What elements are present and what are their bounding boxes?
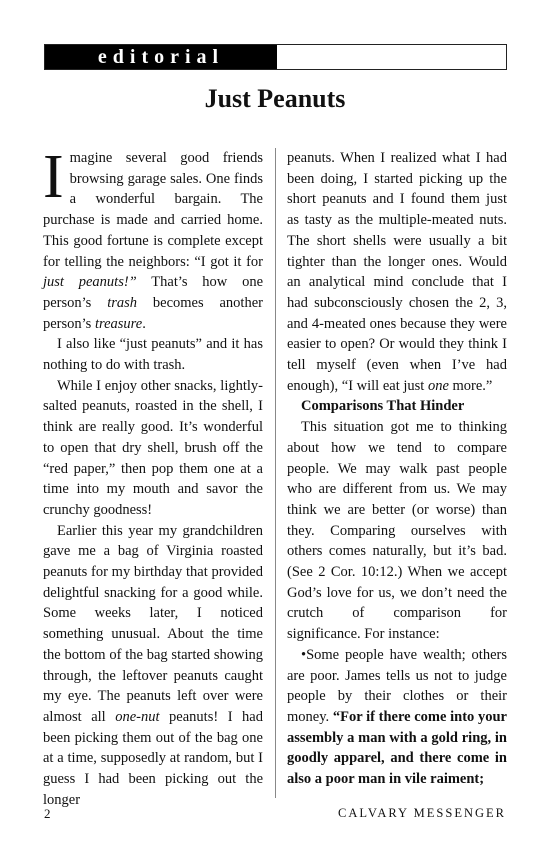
paragraph	[43, 143, 264, 334]
italic-run: one-nut	[115, 708, 160, 725]
paragraph	[43, 521, 263, 811]
text-run: .	[142, 315, 146, 332]
italic-run: treasure	[94, 315, 143, 332]
paragraph: I also like “just peanuts” and it has nothing to do with trash.	[43, 336, 263, 374]
italic-run: one	[427, 377, 449, 394]
page-number: 2	[44, 806, 51, 821]
drop-cap: I	[43, 143, 64, 211]
section-label: editorial	[45, 45, 277, 69]
text-run: magine several good friends browsing garage sales. One finds a wonderful bargain. The purchase is made and carried home. This good fortune is complete except for telling the neighbors: “I got it for	[43, 150, 263, 270]
paragraph	[287, 148, 507, 396]
right-column	[287, 148, 507, 790]
text-run: more.”	[448, 377, 493, 394]
bullet-paragraph	[287, 645, 507, 790]
bold-run: “For if there come into your assembly a man with a gold ring, in goodly apparel, and there come in also a poor man in vile raiment;	[287, 708, 507, 788]
left-column	[43, 143, 264, 811]
bullet-icon: •	[301, 646, 307, 663]
paragraph: This situation got me to thinking about how we tend to compare people. We may walk past people who are different from us. We may think we are better (or worse) than they. Comparing ourselves with others comes naturally, but it’s bad. (See 2 Cor. 10:12.) When we accept God’s love for us, we don’t need the crutch of comparison for significance. For instance:	[287, 419, 507, 643]
article-title: Just Peanuts	[204, 84, 346, 113]
text-run: peanuts! I had been picking them out of the bag one at a time, supposedly at random, but I guess I had been picking out the longer	[43, 708, 263, 808]
text-run: peanuts. When I realized what I had been doing, I started picking up the short peanuts and I found them just as tasty as the multiple-meated nuts. The short shells were usually a bit tighter than the longer ones. Would an analytical mind conclude that I had subconsciously chosen the 2, 3, and 4-meated ones because they were easier to open? Or would they think I tell myself (even when I’ve had enough), “I will eat just	[287, 150, 507, 394]
subheading: Comparisons That Hinder	[301, 398, 465, 415]
column-divider	[275, 148, 276, 798]
text-run: That’s how one person’s	[43, 274, 264, 311]
text-run: Earlier this year my grandchildren gave me a bag of Virginia roasted peanuts for my birthday that provided delightful snacking for a good while. Some weeks later, I noticed something unusual. About the time the bottom of the bag started showing through, the leftover peanuts caught my eye. The peanuts left over were almost all	[43, 522, 263, 725]
section-header-bar	[44, 44, 507, 70]
text-run: becomes another person’s	[43, 294, 263, 332]
italic-run: just peanuts!”	[43, 274, 137, 291]
text-run: Some people have wealth; others are poor. James tells us not to judge people by their clothes or their money.	[287, 646, 507, 725]
publication-name: CALVARY MESSENGER	[338, 806, 506, 820]
italic-run: trash	[107, 294, 138, 311]
paragraph: While I enjoy other snacks, lightly-salted peanuts, roasted in the shell, I think are really good. It’s wonderful to open that dry shell, brush off the “red paper,” then pop them one at a time into my mouth and savor the crunchy goodness!	[43, 377, 263, 518]
